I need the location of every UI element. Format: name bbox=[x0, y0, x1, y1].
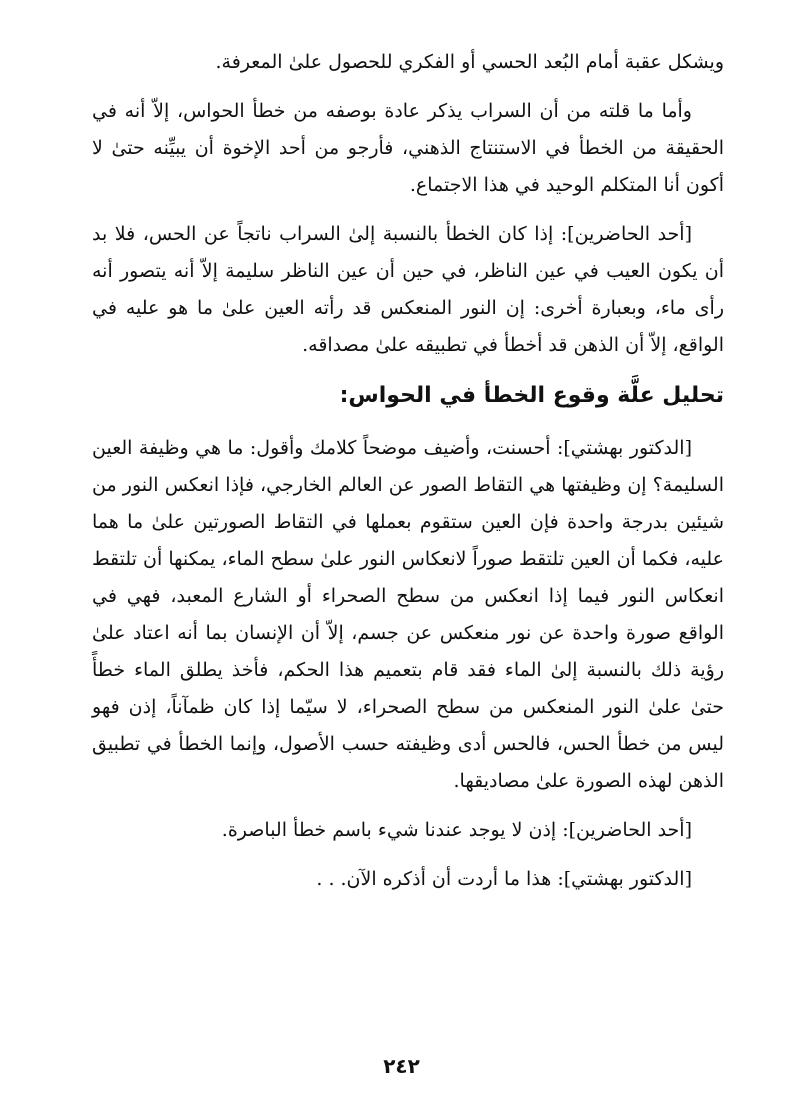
paragraph-attendee-conclusion: [أحد الحاضرين]: إذن لا يوجد عندنا شيء باسم خطأ الباصرة. bbox=[221, 819, 692, 841]
paragraph-attendee-answer: [أحد الحاضرين]: إذا كان الخطأ بالنسبة إلىٰ السراب ناتجاً عن الحس، فلا بد أن يكون العيب في عين الناظر، في حين أن عين الناظر سليمة إلاّ أنه يتصور أنه رأى ماء، وبعبارة أخرى: إن النور المنعكس قد رأته العين علىٰ ما هو عليه في الواقع، إلاّ أن الذهن قد أخطأ في تطبيقه علىٰ مصداقه. bbox=[92, 223, 724, 356]
section-heading: تحليل علَّة وقوع الخطأ في الحواس: bbox=[339, 383, 724, 408]
paragraph-beheshti-reply: [الدكتور بهشتي]: هذا ما أردت أن أذكره الآن. . . bbox=[316, 868, 692, 890]
page-body bbox=[92, 44, 724, 910]
paragraph-continuation: ويشكل عقبة أمام البُعد الحسي أو الفكري للحصول علىٰ المعرفة. bbox=[215, 51, 724, 73]
paragraph-mirage-question: وأما ما قلته من أن السراب يذكر عادة بوصفه من خطأ الحواس، إلاّ أنه في الحقيقة من الخطأ في الاستنتاج الذهني، فأرجو من أحد الإخوة أن يبيِّنه حتىٰ لا أكون أنا المتكلم الوحيد في هذا الاجتماع. bbox=[92, 100, 724, 196]
paragraph-beheshti-explanation: [الدكتور بهشتي]: أحسنت، وأضيف موضحاً كلامك وأقول: ما هي وظيفة العين السليمة؟ إن وظيفتها هي التقاط الصور عن العالم الخارجي، فإذا انعكس النور من شيئين بدرجة واحدة فإن العين ستقوم بعملها في التقاط الصورتين علىٰ ما هما عليه، فكما أن العين تلتقط صوراً لانعكاس النور علىٰ سطح الماء، يمكنها أن تلتقط انعكاس النور فيما إذا انعكس من سطح الصحراء أو الشارع المعبد، فهي في الواقع صورة واحدة عن نور منعكس عن جسم، إلاّ أن الإنسان بما أنه اعتاد علىٰ رؤية ذلك بالنسبة إلىٰ الماء فقد قام بتعميم هذا الحكم، فأخذ يطلق الماء خطأً حتىٰ علىٰ النور المنعكس من سطح الصحراء، لا سيّما إذا كان ظمآناً، إذن فهو ليس من خطأ الحس، فالحس أدى وظيفته حسب الأصول، وإنما الخطأ في تطبيق الذهن لهذه الصورة علىٰ مصاديقها. bbox=[92, 437, 724, 792]
page-number: ٢٤٢ bbox=[383, 1054, 420, 1078]
